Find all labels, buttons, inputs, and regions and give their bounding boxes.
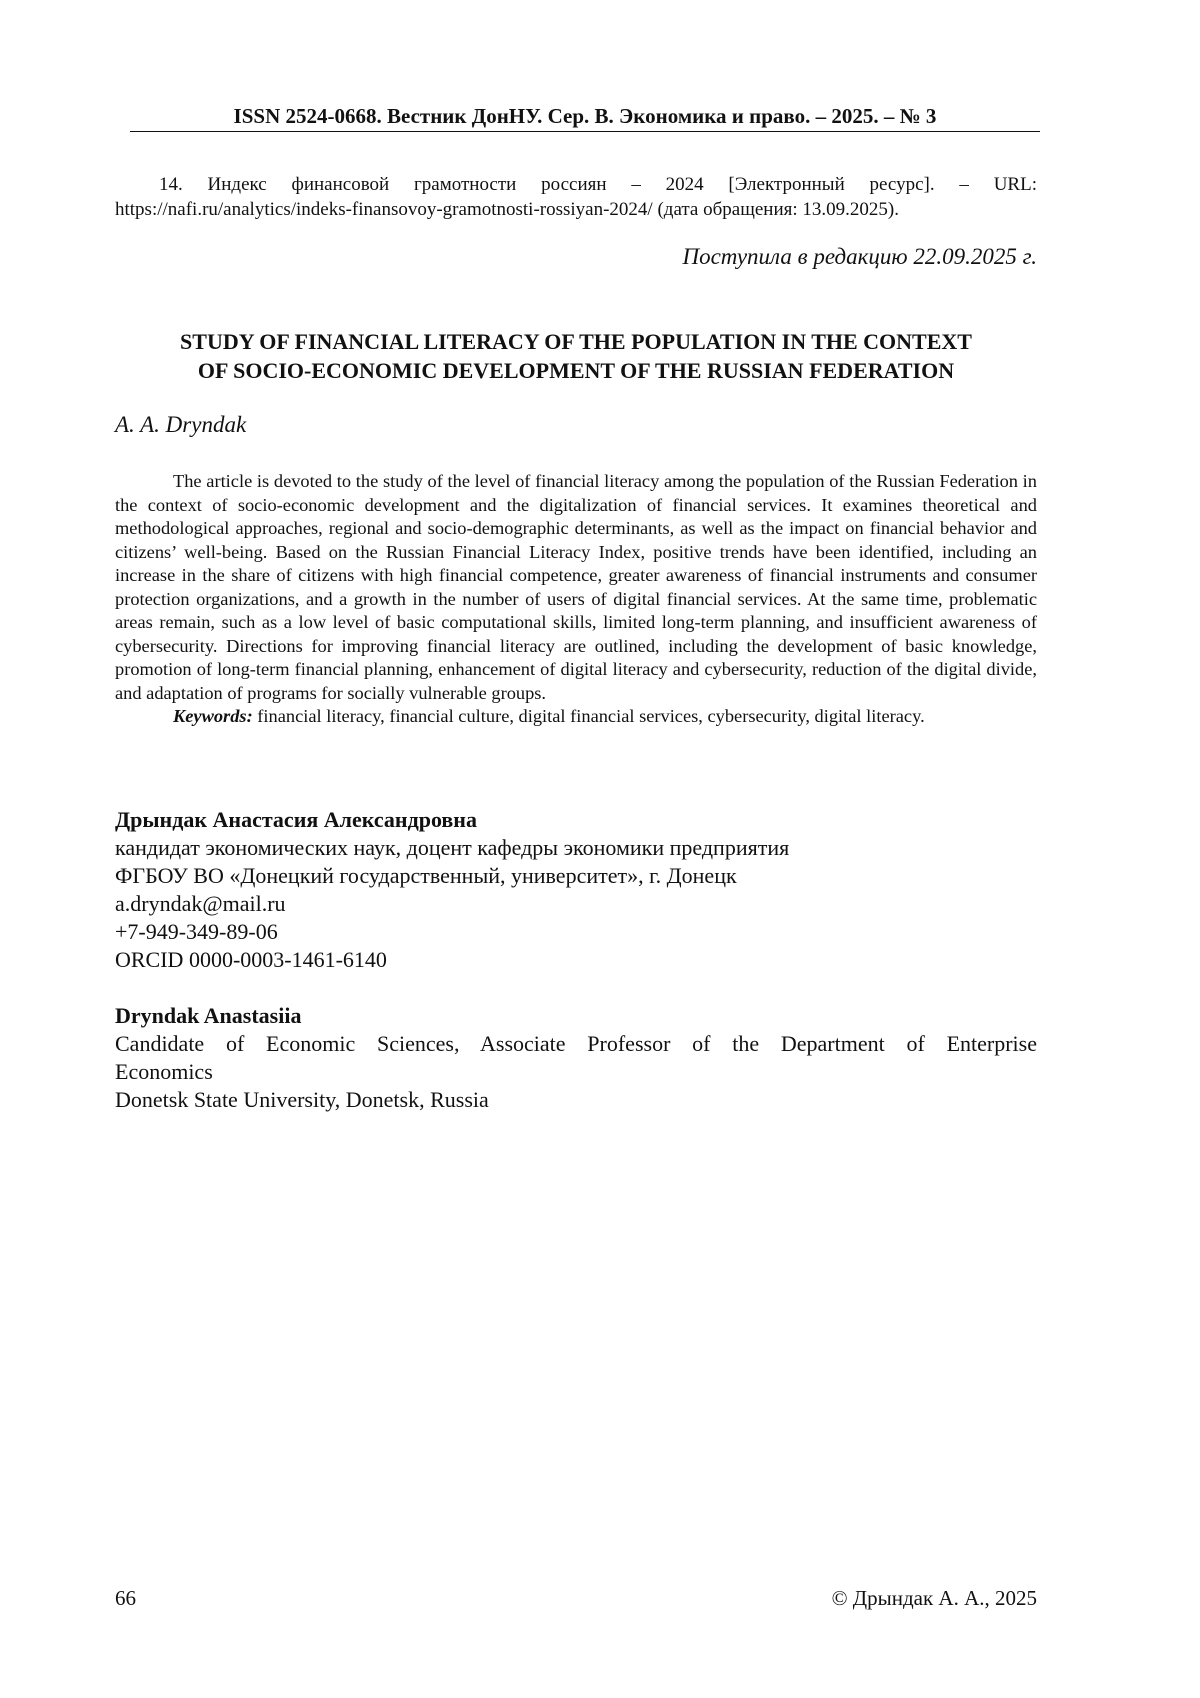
article-title-line-2: OF SOCIO-ECONOMIC DEVELOPMENT OF THE RUSSIAN FEDERATION xyxy=(197,358,955,383)
article-title xyxy=(115,327,1037,385)
running-header: ISSN 2524-0668. Вестник ДонНУ. Сер. В. Экономика и право. – 2025. – № 3 xyxy=(233,104,937,128)
author-affiliation-ru: ФГБОУ ВО «Донецкий государственный, университет», г. Донецк xyxy=(115,863,737,888)
received-date: Поступила в редакцию 22.09.2025 г. xyxy=(682,244,1037,269)
reference-line-2: https://nafi.ru/analytics/indeks-finansovoy-gramotnosti-rossiyan-2024/ (дата обращения: 13.09.2025). xyxy=(115,199,899,220)
author-phone: +7-949-349-89-06 xyxy=(115,919,278,944)
article-author: A. A. Dryndak xyxy=(115,412,247,437)
author-position-en-line-1: Candidate of Economic Sciences, Associate Professor of the Department of Enterprise xyxy=(115,1031,1037,1056)
page-number: 66 xyxy=(115,1586,136,1610)
author-name-en: Dryndak Anastasiia xyxy=(115,1003,302,1028)
author-orcid: ORCID 0000-0003-1461-6140 xyxy=(115,947,387,972)
keywords-paragraph xyxy=(115,705,1037,729)
author-position-en-line-2: Economics xyxy=(115,1059,213,1084)
header-rule xyxy=(130,131,1040,132)
reference-line-1: 14. Индекс финансовой грамотности россиян – 2024 [Электронный ресурс]. – URL: xyxy=(159,174,1037,195)
reference-item xyxy=(115,172,1037,222)
author-email: a.dryndak@mail.ru xyxy=(115,891,286,916)
author-name-ru: Дрындак Анастасия Александровна xyxy=(115,807,477,832)
author-info-russian xyxy=(115,806,1037,974)
author-position-ru: кандидат экономических наук, доцент кафедры экономики предприятия xyxy=(115,835,790,860)
copyright-notice: © Дрындак А. А., 2025 xyxy=(831,1586,1037,1610)
abstract xyxy=(115,470,1037,729)
author-affiliation-en: Donetsk State University, Donetsk, Russia xyxy=(115,1087,489,1112)
abstract-text: The article is devoted to the study of the level of financial literacy among the population of the Russian Federation in the context of socio-economic development and the digitalization of financial services. It examines theoretical and methodological approaches, regional and socio-demographic determinants, as well as the impact on financial behavior and citizens’ well-being. Based on the Russian Financial Literacy Index, positive trends have been identified, including an increase in the share of citizens with high financial competence, greater awareness of financial instruments and consumer protection organizations, and a growth in the number of users of digital financial services. At the same time, problematic areas remain, such as a low level of basic computational skills, limited long-term planning, and insufficient awareness of cybersecurity. Directions for improving financial literacy are outlined, including the development of basic knowledge, promotion of long-term financial planning, enhancement of digital literacy and cybersecurity, reduction of the digital divide, and adaptation of programs for socially vulnerable groups. xyxy=(115,471,1037,703)
author-info-english xyxy=(115,1002,1037,1114)
article-title-line-1: STUDY OF FINANCIAL LITERACY OF THE POPULATION IN THE CONTEXT xyxy=(180,329,972,354)
keywords-label: Keywords: xyxy=(173,706,253,726)
keywords-text: financial literacy, financial culture, digital financial services, cybersecurity, digital literacy. xyxy=(257,706,925,726)
